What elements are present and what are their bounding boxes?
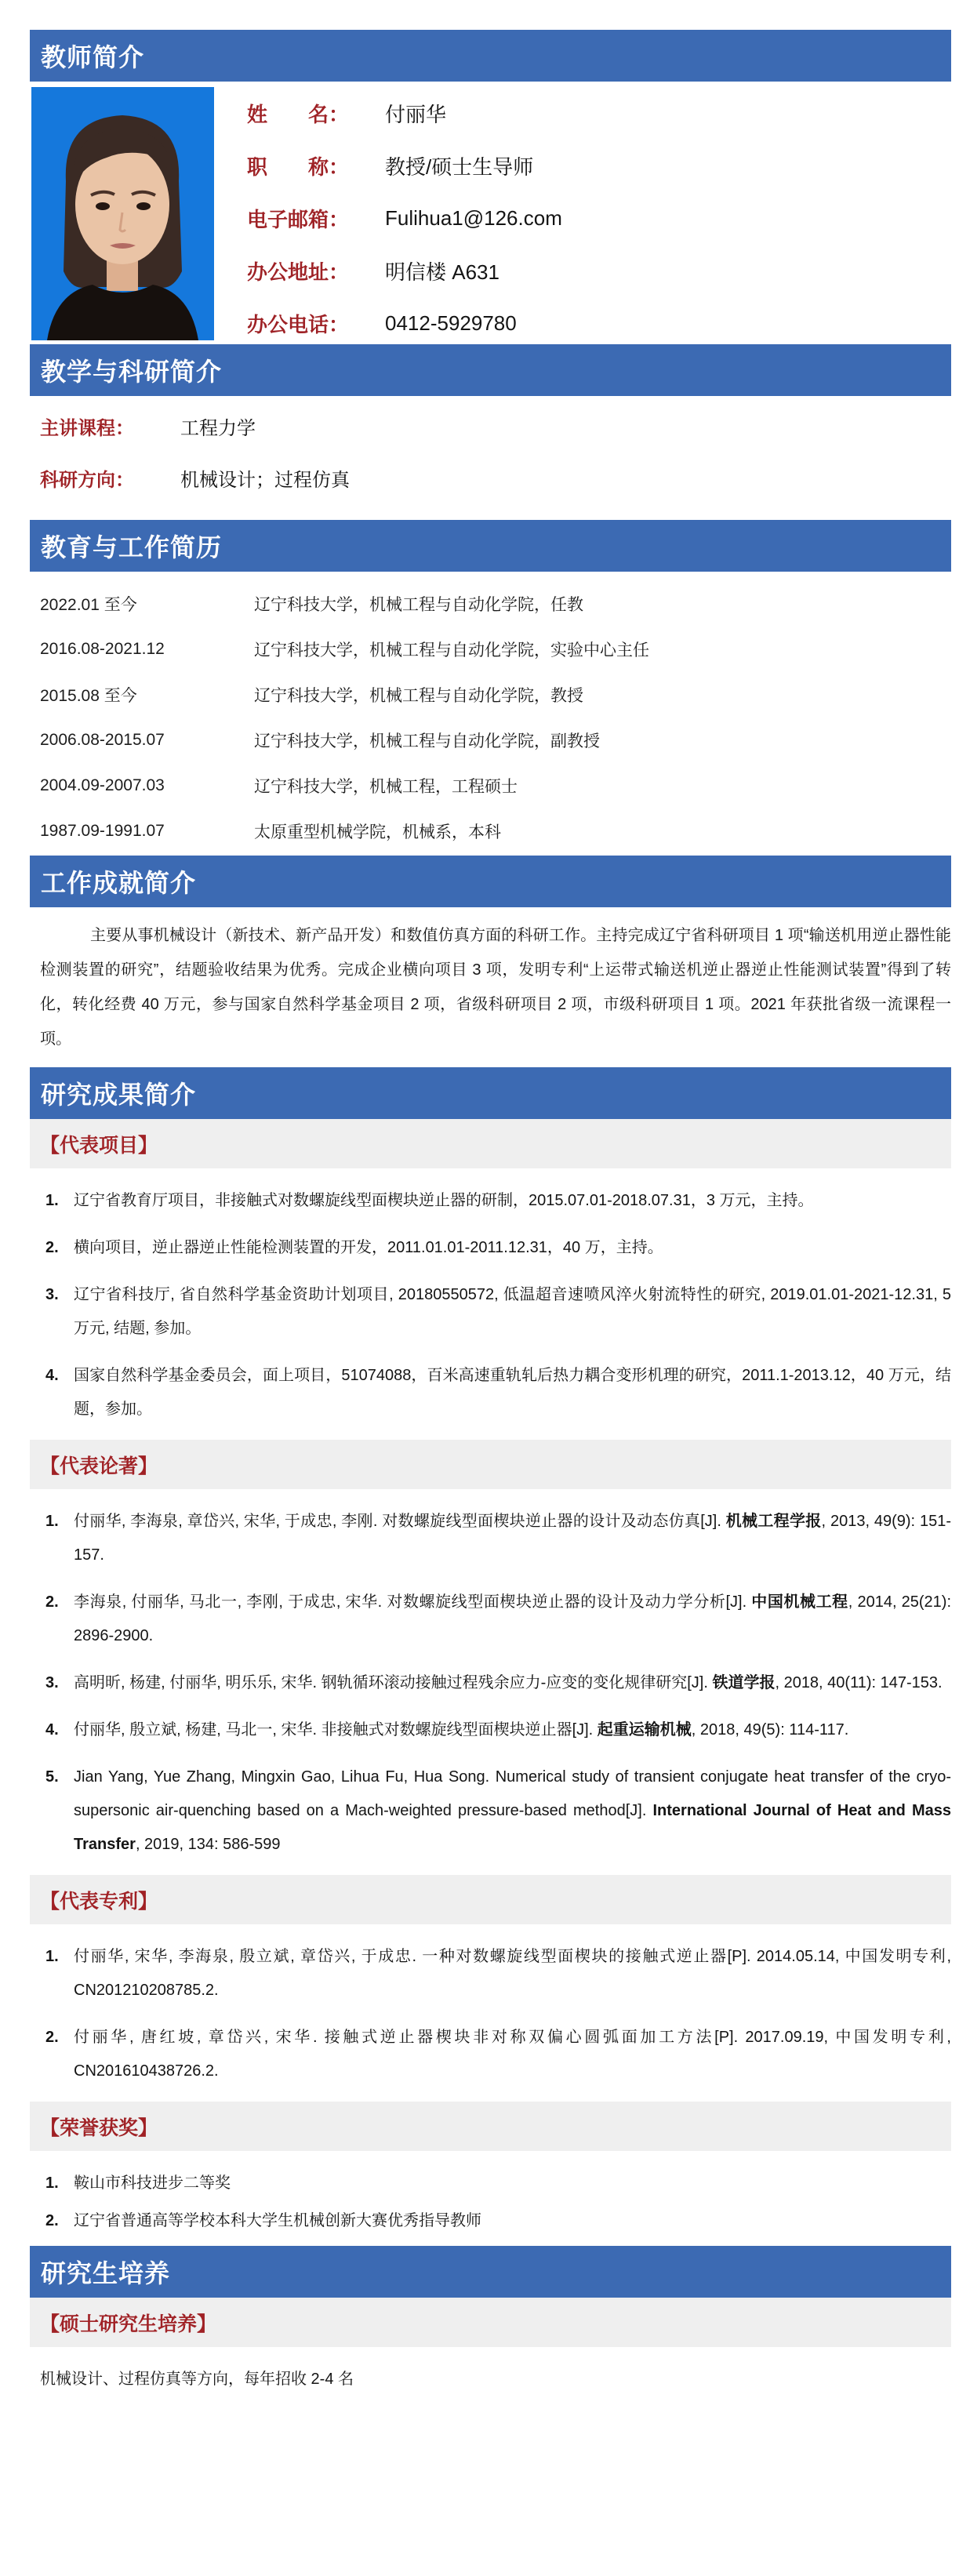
subheader-awards xyxy=(30,2102,951,2151)
education-period: 2015.08 至今 xyxy=(40,687,137,705)
item-number: 5. xyxy=(45,1768,59,1786)
award-item xyxy=(30,2204,951,2238)
journal-name: 铁道学报 xyxy=(712,1674,776,1691)
publication-authors-title: 李海泉, 付丽华, 马北一, 李刚, 于成忠, 宋华. 对数螺旋线型面楔块逆止器的设计及动力学分析[J]. xyxy=(74,1593,752,1611)
education-period: 2022.01 至今 xyxy=(40,596,137,614)
section-bar-teacher-intro xyxy=(30,30,951,82)
education-row xyxy=(40,581,951,627)
section-bar-teaching xyxy=(30,344,951,396)
research-direction-row xyxy=(40,463,951,492)
subheader-label: 【硕士研究生培养】 xyxy=(40,2313,217,2335)
education-desc: 辽宁科技大学，机械工程与自动化学院，副教授 xyxy=(254,732,600,750)
subheader-publications xyxy=(30,1440,951,1489)
section-bar-research xyxy=(30,1067,951,1119)
education-desc: 辽宁科技大学，机械工程与自动化学院，任教 xyxy=(254,596,583,614)
item-text: 国家自然科学基金委员会，面上项目，51074088，百米高速重轨轧后热力耦合变形机理的研究，2011.1-2013.12，40 万元，结题，参加。 xyxy=(74,1367,951,1418)
journal-name: International Journal of Heat and Mass Transfer xyxy=(74,1802,952,1853)
item-number: 3. xyxy=(45,1674,59,1691)
field-value: 机械设计；过程仿真 xyxy=(180,469,350,491)
section-title: 教学与科研简介 xyxy=(41,358,223,386)
project-item xyxy=(30,1184,951,1218)
profile-field-name xyxy=(247,87,951,140)
publications-list xyxy=(30,1505,951,1862)
field-value: 0412-5929780 xyxy=(385,311,517,335)
item-text: 横向项目，逆止器逆止性能检测装置的开发，2011.01.01-2011.12.31，40 万，主持。 xyxy=(74,1239,663,1256)
subheader-patents xyxy=(30,1875,951,1924)
item-text: 辽宁省教育厅项目，非接触式对数螺旋线型面楔块逆止器的研制，2015.07.01-2018.07.31，3 万元，主持。 xyxy=(74,1192,814,1209)
field-label: 职 称： xyxy=(247,155,350,179)
profile-field-phone xyxy=(247,297,951,350)
section-title: 研究成果简介 xyxy=(41,1081,197,1109)
item-number: 1. xyxy=(45,2175,59,2192)
education-period: 2004.09-2007.03 xyxy=(40,776,165,794)
item-text: 付丽华, 唐红坡, 章岱兴, 宋华. 接触式逆止器楔块非对称双偏心圆弧面加工方法[P]. 2017.09.19, 中国发明专利, CN201610438726.2. xyxy=(74,2029,951,2080)
education-period: 2016.08-2021.12 xyxy=(40,640,165,658)
field-label: 姓 名： xyxy=(247,103,350,126)
education-desc: 辽宁科技大学，机械工程与自动化学院，教授 xyxy=(254,687,583,705)
education-desc: 辽宁科技大学，机械工程，工程硕士 xyxy=(254,778,518,796)
subheader-label: 【代表专利】 xyxy=(40,1890,158,1913)
section-bar-graduate xyxy=(30,2246,951,2298)
item-number: 3. xyxy=(45,1286,59,1303)
field-value: 教授/硕士生导师 xyxy=(385,155,534,179)
patent-item xyxy=(30,1940,951,2007)
field-value: 明信楼 A631 xyxy=(385,260,499,284)
education-row xyxy=(40,808,951,854)
field-label: 办公电话： xyxy=(247,313,350,336)
education-row xyxy=(40,627,951,672)
project-item xyxy=(30,1231,951,1265)
field-label: 科研方向： xyxy=(40,469,134,491)
publication-item xyxy=(30,1713,951,1747)
education-desc: 辽宁科技大学，机械工程与自动化学院，实验中心主任 xyxy=(254,641,649,659)
profile-field-title xyxy=(247,140,951,192)
item-text: 辽宁省普通高等学校本科大学生机械创新大赛优秀指导教师 xyxy=(74,2212,481,2229)
publication-authors-title: 高明昕, 杨建, 付丽华, 明乐乐, 宋华. 钢轨循环滚动接触过程残余应力-应变的变化规律研究[J]. xyxy=(74,1674,713,1691)
field-label: 主讲课程： xyxy=(40,417,134,439)
publication-authors-title: 付丽华, 李海泉, 章岱兴, 宋华, 于成忠, 李刚. 对数螺旋线型面楔块逆止器的设计及动态仿真[J]. xyxy=(74,1513,726,1530)
education-period: 1987.09-1991.07 xyxy=(40,822,165,840)
publication-cite-info: , 2018, 49(5): 114-117. xyxy=(691,1721,849,1739)
profile-field-office xyxy=(247,245,951,297)
publication-item xyxy=(30,1666,951,1700)
item-number: 2. xyxy=(45,2029,59,2046)
achievements-paragraph: 主要从事机械设计（新技术、新产品开发）和数值仿真方面的科研工作。主持完成辽宁省科研项目 1 项“输送机用逆止器性能检测装置的研究”，结题验收结果为优秀。完成企业横向项目 3 项，发明专利“上运带式输送机逆止器逆止性能测试装置”得到了转化，转化经费 40 万元，参与国家自然科学基金项目 2 项，省级科研项目 2 项，市级科研项目 1 项。2021 年获批省级一流课程一项。 xyxy=(40,927,951,1048)
education-row xyxy=(40,718,951,763)
publication-authors-title: 付丽华, 殷立斌, 杨建, 马北一, 宋华. 非接触式对数螺旋线型面楔块逆止器[J]. xyxy=(74,1721,598,1739)
item-number: 2. xyxy=(45,1239,59,1256)
item-number: 2. xyxy=(45,1593,59,1611)
item-number: 4. xyxy=(45,1367,59,1384)
award-item xyxy=(30,2167,951,2200)
item-text: 鞍山市科技进步二等奖 xyxy=(74,2175,231,2192)
journal-name: 机械工程学报 xyxy=(725,1513,822,1530)
page-content xyxy=(30,30,951,2389)
item-number: 1. xyxy=(45,1513,59,1530)
publication-cite-info: , 2018, 40(11): 147-153. xyxy=(775,1674,943,1691)
top-whitespace xyxy=(0,0,959,30)
subheader-label: 【荣誉获奖】 xyxy=(40,2116,158,2139)
publication-authors-title: Jian Yang, Yue Zhang, Mingxin Gao, Lihua Fu, Hua Song. Numerical study of transient conjugate heat transfer of the cryo-supersonic air-quenching based on a Mach-weighted pressure-based method[J]. xyxy=(74,1768,951,1819)
education-period: 2006.08-2015.07 xyxy=(40,731,165,749)
item-text: 辽宁省科技厅, 省自然科学基金资助计划项目, 20180550572, 低温超音速喷风淬火射流特性的研究, 2019.01.01-2021-12.31, 5 万元, 结题, 参加。 xyxy=(74,1286,951,1337)
item-text: 付丽华, 宋华, 李海泉, 殷立斌, 章岱兴, 于成忠. 一种对数螺旋线型面楔块的接触式逆止器[P]. 2014.05.14, 中国发明专利, CN201210208785.2. xyxy=(74,1948,951,1999)
portrait-illustration xyxy=(31,87,214,340)
field-value: 工程力学 xyxy=(180,417,256,439)
patent-item xyxy=(30,2021,951,2088)
field-value: Fulihua1@126.com xyxy=(385,206,562,230)
profile-info-list xyxy=(247,87,951,350)
item-number: 2. xyxy=(45,2212,59,2229)
projects-list xyxy=(30,1184,951,1426)
item-number: 1. xyxy=(45,1192,59,1209)
teaching-block xyxy=(30,396,951,520)
field-label: 电子邮箱： xyxy=(247,208,350,231)
education-block xyxy=(30,572,951,856)
awards-list xyxy=(30,2167,951,2238)
publication-item xyxy=(30,1505,951,1572)
education-desc: 太原重型机械学院，机械系，本科 xyxy=(254,823,501,841)
section-bar-education xyxy=(30,520,951,572)
profile-field-email xyxy=(247,192,951,245)
subheader-master-students xyxy=(30,2298,951,2347)
publication-item xyxy=(30,1586,951,1653)
page-title: 教师简介 xyxy=(41,43,145,71)
courses-row xyxy=(40,412,951,440)
graduate-note: 机械设计、过程仿真等方向，每年招收 2-4 名 xyxy=(40,2371,354,2388)
subheader-label: 【代表论著】 xyxy=(40,1455,158,1477)
item-number: 1. xyxy=(45,1948,59,1965)
project-item xyxy=(30,1278,951,1346)
section-title: 教育与工作简历 xyxy=(41,533,223,561)
journal-name: 起重运输机械 xyxy=(597,1721,692,1739)
publication-cite-info: , 2019, 134: 586-599 xyxy=(135,1836,281,1853)
publication-cite-info: , 2013, 49(9): 151-157. xyxy=(74,1513,951,1564)
journal-name: 中国机械工程 xyxy=(751,1593,848,1611)
education-row xyxy=(40,672,951,718)
section-bar-achievements xyxy=(30,856,951,907)
project-item xyxy=(30,1359,951,1426)
field-value: 付丽华 xyxy=(385,103,447,126)
profile-block xyxy=(30,82,951,344)
subheader-projects xyxy=(30,1119,951,1168)
subheader-label: 【代表项目】 xyxy=(40,1134,158,1157)
publication-item xyxy=(30,1760,951,1862)
patents-list xyxy=(30,1940,951,2088)
field-label: 办公地址： xyxy=(247,260,350,284)
teacher-photo xyxy=(31,87,214,340)
publication-cite-info: , 2014, 25(21): 2896-2900. xyxy=(74,1593,952,1644)
section-title: 工作成就简介 xyxy=(41,869,197,897)
section-title: 研究生培养 xyxy=(41,2259,171,2287)
education-row xyxy=(40,763,951,808)
item-number: 4. xyxy=(45,1721,59,1739)
